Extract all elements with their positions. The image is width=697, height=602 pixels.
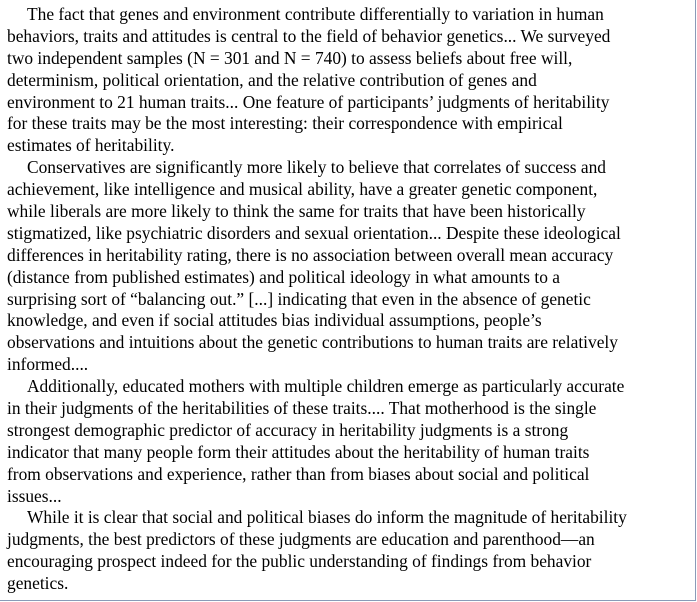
paragraph-line: environment to 21 human traits... One feature of participants’ judgments of heritability	[7, 91, 610, 112]
paragraph-line: (distance from published estimates) and political ideology in what amounts to a	[7, 266, 560, 287]
paragraph-line: observations and intuitions about the genetic contributions to human traits are relatively	[7, 332, 618, 353]
paragraph	[7, 4, 691, 157]
paragraph-line: strongest demographic predictor of accuracy in heritability judgments is a strong	[7, 419, 569, 440]
paragraph-line: informed....	[7, 354, 89, 375]
paragraph-line: determinism, political orientation, and the relative contribution of genes and	[7, 69, 537, 90]
paragraph-line: estimates of heritability.	[7, 135, 175, 156]
paragraph	[7, 376, 691, 507]
paragraph-line: behaviors, traits and attitudes is central to the field of behavior genetics... We surveyed	[7, 25, 611, 46]
paragraph-line: from observations and experience, rather than from biases about social and political	[7, 463, 590, 484]
paragraph-line: stigmatized, like psychiatric disorders and sexual orientation... Despite these ideological	[7, 222, 621, 243]
document-body	[7, 4, 691, 595]
paragraph-line: two independent samples (N = 301 and N = 740) to assess beliefs about free will,	[7, 47, 573, 68]
paragraph-line: Additionally, educated mothers with multiple children emerge as particularly accurate	[27, 376, 625, 397]
paragraph-line: for these traits may be the most interesting: their correspondence with empirical	[7, 113, 563, 134]
paragraph-line: surprising sort of “balancing out.” [...] indicating that even in the absence of genetic	[7, 288, 591, 309]
paragraph-line: judgments, the best predictors of these judgments are education and parenthood—an	[7, 529, 595, 550]
paragraph-line: issues...	[7, 485, 62, 506]
paragraph-line: The fact that genes and environment contribute differentially to variation in human	[27, 4, 604, 24]
paragraph-line: genetics.	[7, 573, 69, 594]
paragraph-line: differences in heritability rating, there is no association between overall mean accuracy	[7, 244, 614, 265]
paragraph-line: encouraging prospect indeed for the public understanding of findings from behavior	[7, 551, 592, 572]
paragraph-line: achievement, like intelligence and musical ability, have a greater genetic component,	[7, 179, 598, 200]
paragraph	[7, 507, 691, 595]
paragraph-line: while liberals are more likely to think the same for traits that have been historically	[7, 201, 586, 222]
paragraph-line: While it is clear that social and political biases do inform the magnitude of heritability	[27, 507, 627, 528]
paragraph-line: indicator that many people form their attitudes about the heritability of human traits	[7, 441, 590, 462]
paragraph-line: knowledge, and even if social attitudes bias individual assumptions, people’s	[7, 310, 542, 331]
paragraph-line: Conservatives are significantly more likely to believe that correlates of success and	[27, 157, 607, 178]
paragraph	[7, 157, 691, 376]
paragraph-line: in their judgments of the heritabilities of these traits.... That motherhood is the single	[7, 398, 597, 419]
